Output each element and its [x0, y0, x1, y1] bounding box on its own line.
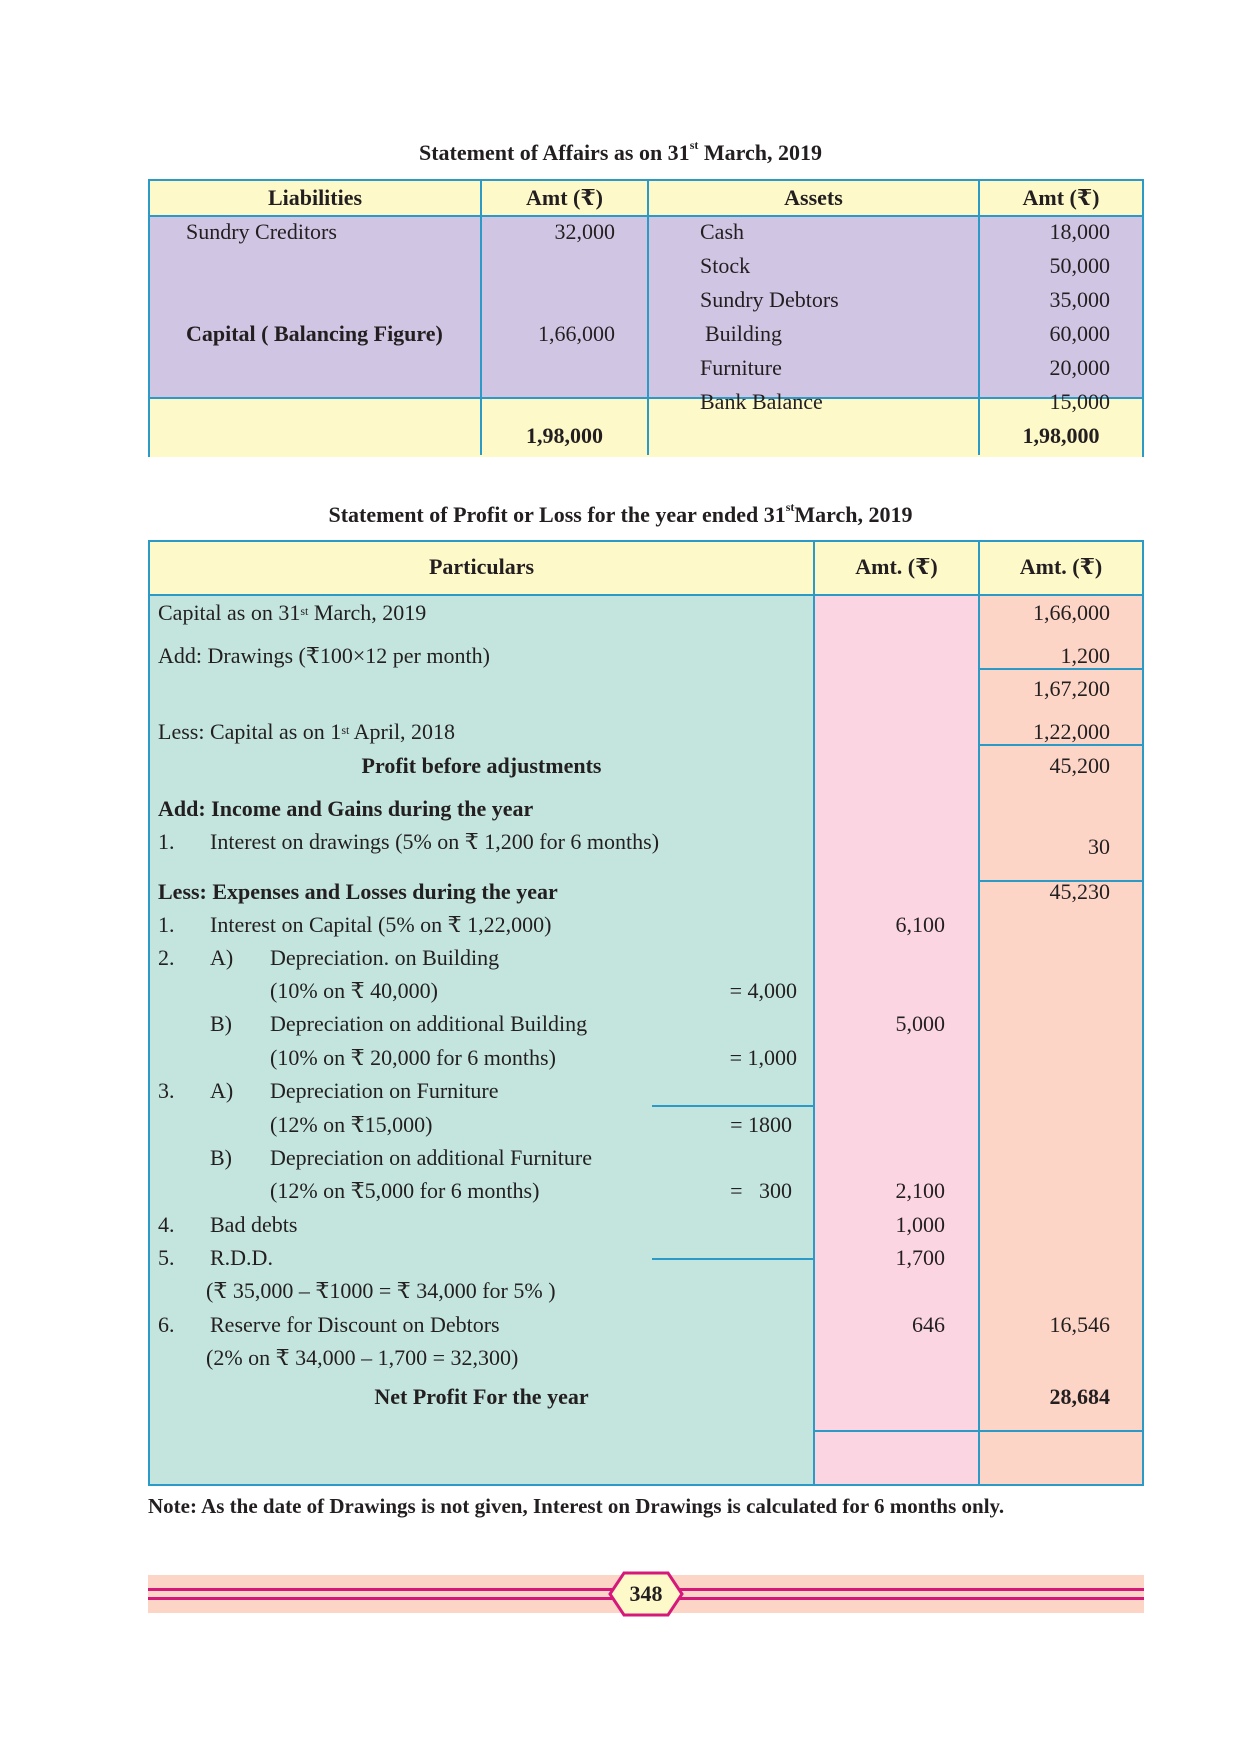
asset-label: Furniture: [700, 355, 782, 380]
expense-amount: 1,700: [895, 1245, 945, 1270]
total-liabilities: 1,98,000: [526, 423, 603, 448]
pl-title: Statement of Profit or Loss for the year ended 31stMarch, 2019: [328, 500, 913, 527]
asset-label: Bank Balance: [700, 389, 823, 414]
expense-amount: 6,100: [895, 912, 945, 937]
header-liabilities: Liabilities: [267, 185, 363, 210]
header-amt: Amt. (₹): [1019, 554, 1103, 579]
header-amt: Amt (₹): [526, 185, 603, 210]
asset-amount: 35,000: [1049, 287, 1110, 312]
item-number: 2.: [158, 945, 175, 970]
expense-item: Reserve for Discount on Debtors: [210, 1312, 500, 1337]
asset-label: Cash: [700, 219, 744, 244]
asset-label: Building: [705, 321, 783, 346]
capital-opening-label: Less: Capital as on 1st April, 2018: [158, 719, 456, 744]
profit-loss-table: [148, 540, 1144, 1486]
expense-detail: (2% on ₹ 34,000 – 1,700 = 32,300): [206, 1345, 519, 1370]
sub-item-letter: A): [210, 945, 234, 970]
header-assets: Assets: [784, 185, 843, 210]
expense-item: Bad debts: [210, 1212, 298, 1237]
subtotal: 1,67,200: [1033, 676, 1110, 701]
sub-item-letter: B): [210, 1011, 232, 1036]
expense-amount: 2,100: [895, 1178, 945, 1203]
expenses-total: 16,546: [1049, 1312, 1110, 1337]
expense-amount: 5,000: [895, 1011, 945, 1036]
page-number: 348: [629, 1581, 663, 1606]
item-number: 1.: [158, 829, 175, 854]
note-text: Note: As the date of Drawings is not given, Interest on Drawings is calculated for 6 months only.: [148, 1494, 1005, 1518]
rule: [815, 1430, 978, 1432]
asset-amount: 18,000: [1049, 219, 1110, 244]
drawings-amount: 1,200: [1060, 643, 1110, 668]
col-divider: [647, 181, 649, 455]
total-assets: 1,98,000: [1022, 423, 1100, 448]
header-particulars: Particulars: [428, 554, 535, 579]
income-item: Interest on drawings (5% on ₹ 1,200 for 6 months): [210, 829, 660, 854]
asset-label: Stock: [700, 253, 751, 278]
net-profit-label: Net Profit For the year: [374, 1384, 589, 1409]
expense-amount: 1,000: [895, 1212, 945, 1237]
rule: [652, 1105, 813, 1107]
affairs-title: Statement of Affairs as on 31st March, 2019: [418, 138, 822, 165]
expense-amount: 646: [912, 1312, 945, 1337]
expense-item: R.D.D.: [210, 1245, 273, 1270]
item-number: 1.: [158, 912, 175, 937]
asset-amount: 60,000: [1049, 321, 1110, 346]
item-number: 3.: [158, 1078, 175, 1103]
capital-closing-amount: 1,66,000: [1033, 600, 1110, 625]
expense-detail: (10% on ₹ 40,000): [270, 978, 438, 1003]
sub-item-letter: A): [210, 1078, 234, 1103]
calc-value: = 1800: [730, 1112, 792, 1137]
net-profit-amount: 28,684: [1049, 1384, 1110, 1409]
drawings-label: Add: Drawings (₹100×12 per month): [158, 643, 490, 668]
sub-item-letter: B): [210, 1145, 232, 1170]
calc-value: = 1,000: [729, 1045, 797, 1070]
header-amt: Amt. (₹): [855, 554, 938, 579]
profit-before-label: Profit before adjustments: [361, 753, 602, 778]
calc-value: = 4,000: [729, 978, 797, 1003]
expense-detail: (12% on ₹15,000): [270, 1112, 433, 1137]
asset-amount: 15,000: [1049, 389, 1110, 414]
income-heading: Add: Income and Gains during the year: [158, 796, 534, 821]
item-number: 5.: [158, 1245, 175, 1270]
capital-opening-amount: 1,22,000: [1033, 719, 1110, 744]
expense-item: Depreciation. on Building: [270, 945, 500, 970]
expense-detail: (12% on ₹5,000 for 6 months): [270, 1178, 540, 1203]
statement-of-affairs-table: [148, 179, 1144, 457]
liability-label: Capital ( Balancing Figure): [186, 321, 443, 346]
asset-amount: 20,000: [1049, 355, 1110, 380]
header-amt: Amt (₹): [1022, 185, 1100, 210]
capital-closing-label: Capital as on 31st March, 2019: [158, 600, 427, 625]
calc-value: = 300: [730, 1178, 792, 1203]
liability-amount: 1,66,000: [538, 321, 615, 346]
expense-item: Depreciation on additional Furniture: [270, 1145, 592, 1170]
income-amount: 30: [1088, 834, 1110, 859]
profit-before-amount: 45,200: [1049, 753, 1110, 778]
expense-item: Depreciation on additional Building: [270, 1011, 588, 1036]
liability-label: Sundry Creditors: [186, 219, 337, 244]
expense-item: Depreciation on Furniture: [270, 1078, 499, 1103]
liability-amount: 32,000: [554, 219, 615, 244]
page-footer: [148, 1575, 1144, 1613]
asset-label: Sundry Debtors: [700, 287, 839, 312]
item-number: 6.: [158, 1312, 175, 1337]
rule: [652, 1258, 813, 1260]
asset-amount: 50,000: [1049, 253, 1110, 278]
rule: [980, 1430, 1142, 1432]
item-number: 4.: [158, 1212, 175, 1237]
expense-detail: (₹ 35,000 – ₹1000 = ₹ 34,000 for 5% ): [206, 1278, 556, 1303]
subtotal: 45,230: [1049, 879, 1110, 904]
expenses-heading: Less: Expenses and Losses during the year: [158, 879, 558, 904]
expense-item: Interest on Capital (5% on ₹ 1,22,000): [210, 912, 552, 937]
expense-detail: (10% on ₹ 20,000 for 6 months): [270, 1045, 556, 1070]
